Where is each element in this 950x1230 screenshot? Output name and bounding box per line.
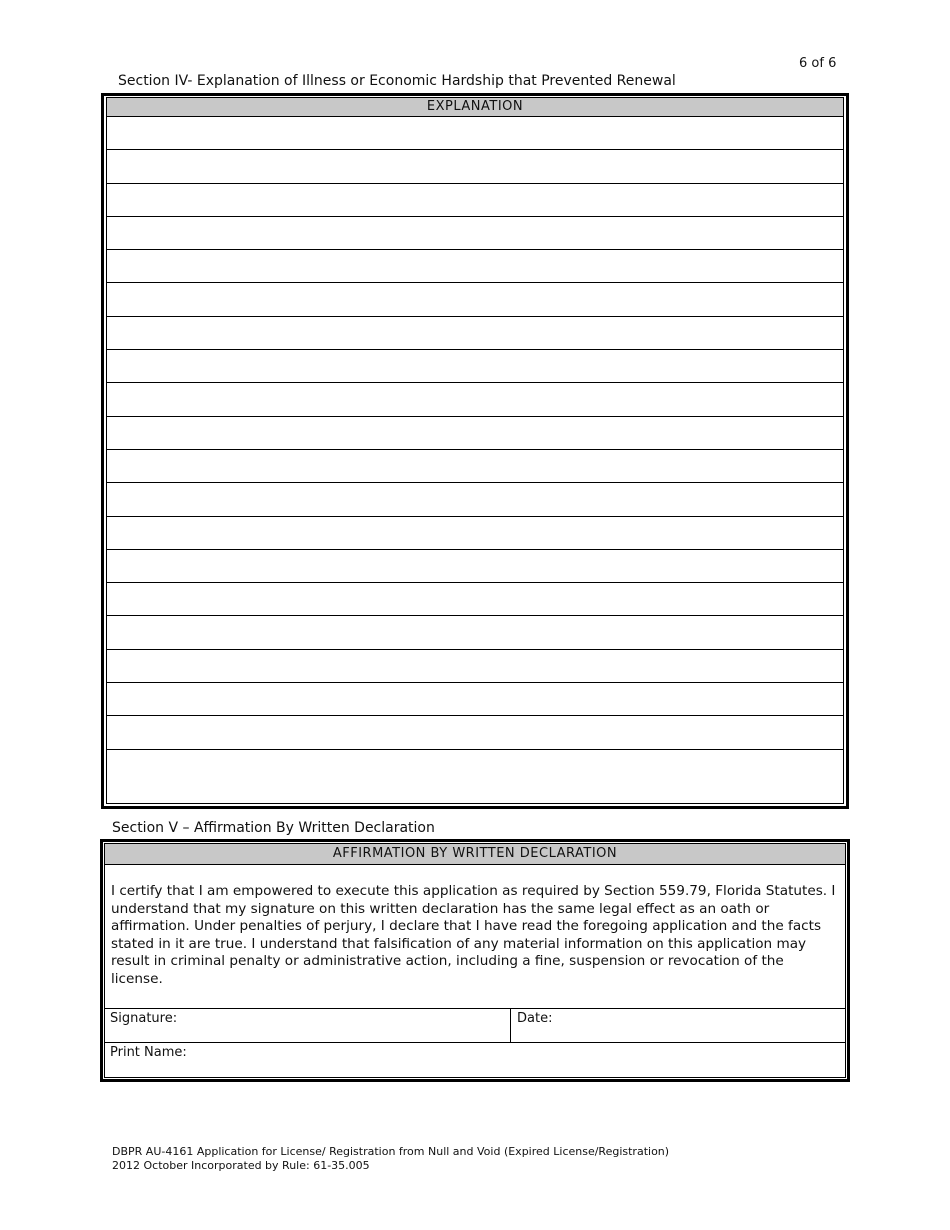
explanation-lines [107,117,843,783]
explanation-line[interactable] [107,450,843,483]
affirmation-text: I certify that I am empowered to execute this application as required by Section 559.79, Florida Statutes. I understand that my signature on this written declaration has the same legal effect as an oath or affirmation. Under penalties of perjury, I declare that I have read the foregoing application and the facts stated in it are true. I understand that falsification of any material information on this application may result in criminal penalty or administrative action, including a fine, suspension or revocation of the license. [111,883,836,987]
explanation-line[interactable] [107,184,843,217]
explanation-line[interactable] [107,217,843,250]
explanation-line[interactable] [107,483,843,516]
explanation-line[interactable] [107,616,843,649]
affirmation-table [104,843,846,1078]
section-4-title: Section IV- Explanation of Illness or Economic Hardship that Prevented Renewal [118,73,676,89]
explanation-line[interactable] [107,750,843,783]
explanation-line[interactable] [107,650,843,683]
section-5-title: Section V – Affirmation By Written Declaration [112,820,435,836]
explanation-line[interactable] [107,716,843,749]
signature-label: Signature: [110,1011,178,1026]
explanation-line[interactable] [107,583,843,616]
explanation-line[interactable] [107,250,843,283]
explanation-line[interactable] [107,417,843,450]
explanation-line[interactable] [107,383,843,416]
signature-date-row [105,1008,845,1043]
explanation-line[interactable] [107,283,843,316]
explanation-line[interactable] [107,150,843,183]
footer-rule: 2012 October Incorporated by Rule: 61-35.005 [112,1159,370,1172]
explanation-line[interactable] [107,117,843,150]
explanation-line[interactable] [107,683,843,716]
explanation-table [106,97,844,804]
explanation-header: EXPLANATION [107,98,843,117]
footer [112,1145,669,1173]
explanation-line[interactable] [107,517,843,550]
print-name-label: Print Name: [110,1045,187,1060]
print-name-row [105,1042,845,1078]
page-number: 6 of 6 [799,56,837,71]
date-label: Date: [517,1011,553,1026]
explanation-line[interactable] [107,317,843,350]
explanation-line[interactable] [107,350,843,383]
footer-form-title: DBPR AU-4161 Application for License/ Registration from Null and Void (Expired License/Registration) [112,1145,670,1158]
signature-date-divider [510,1009,511,1043]
affirmation-header: AFFIRMATION BY WRITTEN DECLARATION [105,844,845,865]
explanation-line[interactable] [107,550,843,583]
